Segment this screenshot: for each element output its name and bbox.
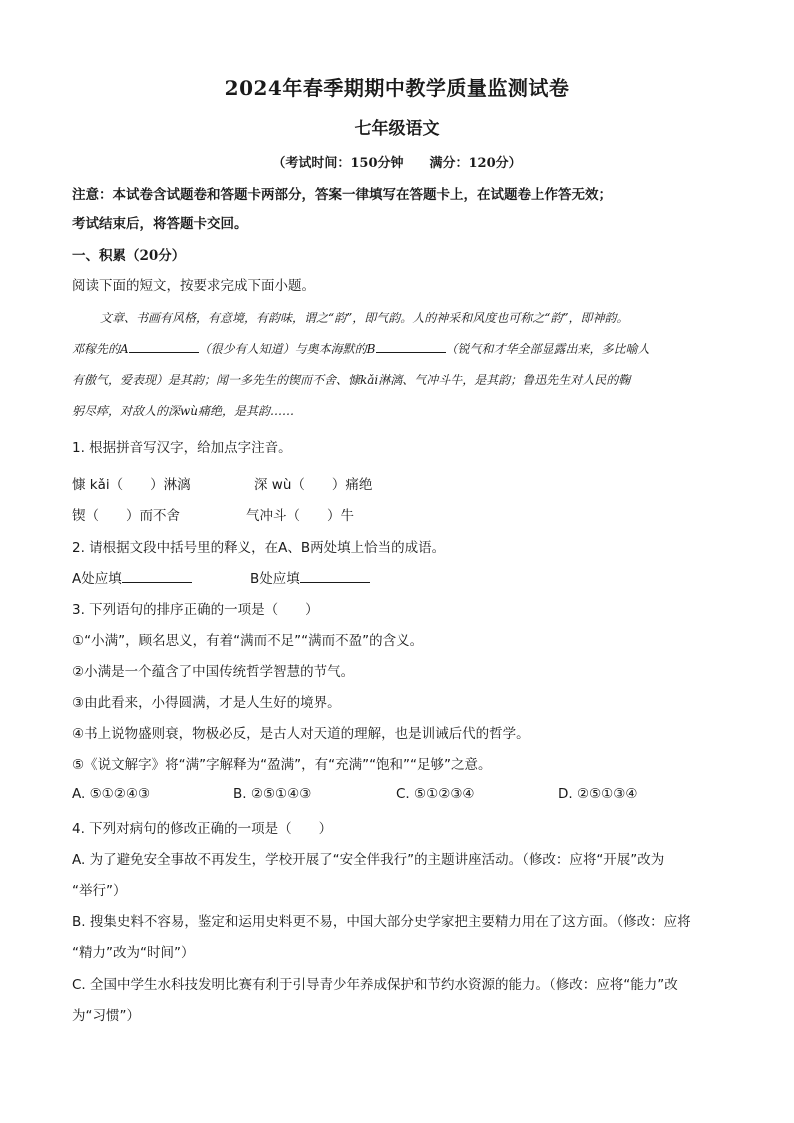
q1-item-4: 气冲斗（ ）牛	[246, 508, 354, 524]
grade-subject: 七年级语文	[354, 119, 440, 139]
passage-line-1: 文章、书画有风格，有意境，有韵味，谓之“韵”，即气韵。人的神采和风度也可称之“韵”，即神韵。	[100, 311, 629, 325]
blank-a[interactable]	[129, 340, 199, 353]
q3-option-b[interactable]: B. ②⑤①④③	[233, 786, 312, 802]
q3-sentence-5: ⑤《说文解字》将“满”字解释为“盈满”，有“充满”“饱和”“足够”之意。	[72, 757, 492, 773]
q2-answer-a	[72, 567, 192, 587]
q4-option-b-line-2: “精力”改为“时间”）	[72, 945, 195, 961]
section-intro: 阅读下面的短文，按要求完成下面小题。	[72, 278, 315, 294]
q1-item-3: 锲（ ）而不舍	[72, 508, 180, 524]
q3-sentence-1: ①“小满”，顾名思义，有着“满而不足”“满而不盈”的含义。	[72, 633, 424, 649]
passage-line-2b: （很少有人知道）与奥本海默的B	[198, 342, 376, 356]
q2-stem: 2. 请根据文段中括号里的释义，在A、B两处填上恰当的成语。	[72, 540, 446, 556]
q2-answer-b	[250, 567, 370, 587]
q2-b-label: B处应填	[250, 571, 300, 587]
q1-item-1: 慷 kǎi（ ）淋漓	[72, 477, 191, 493]
q2-blank-b[interactable]	[300, 570, 370, 583]
q4-option-c-line-2: 为“习惯”）	[72, 1008, 140, 1024]
q3-sentence-4: ④书上说物盛则衰，物极必反，是古人对天道的理解，也是训诫后代的哲学。	[72, 726, 530, 742]
q3-option-a[interactable]: A. ⑤①②④③	[72, 786, 151, 802]
q1-item-2: 深 wù（ ）痛绝	[254, 477, 373, 493]
passage-line-2c: （锐气和才华全部显露出来，多比喻人	[445, 342, 650, 356]
notice-line-1: 注意：本试卷含试题卷和答题卡两部分，答案一律填写在答题卡上，在试题卷上作答无效；	[72, 187, 612, 203]
q3-option-d[interactable]: D. ②⑤①③④	[558, 786, 638, 802]
q1-stem: 1. 根据拼音写汉字，给加点字注音。	[72, 440, 292, 456]
q4-stem: 4. 下列对病句的修改正确的一项是（ ）	[72, 821, 333, 837]
q4-option-a-line-2: “举行”）	[72, 883, 127, 899]
exam-meta: （考试时间：150分钟 满分：120分）	[272, 156, 522, 171]
q3-sentence-2: ②小满是一个蕴含了中国传统哲学智慧的节气。	[72, 664, 355, 680]
section-heading: 一、积累（20分）	[72, 248, 186, 264]
passage-line-3: 有傲气，爱表现）是其韵；闻一多先生的锲而不舍、慷kǎi淋漓、气冲斗牛，是其韵；鲁迅先生对人民的鞠	[72, 373, 631, 387]
q4-option-b-line-1[interactable]: B. 搜集史料不容易，鉴定和运用史料更不易，中国大部分史学家把主要精力用在了这方面。（修改：应将	[72, 914, 691, 930]
notice-line-2: 考试结束后，将答题卡交回。	[72, 216, 248, 232]
exam-title: 2024年春季期期中教学质量监测试卷	[224, 76, 570, 100]
q3-stem: 3. 下列语句的排序正确的一项是（ ）	[72, 602, 319, 618]
blank-b[interactable]	[376, 340, 446, 353]
q4-option-a-line-1[interactable]: A. 为了避免安全事故不再发生，学校开展了“安全伴我行”的主题讲座活动。（修改：应将“开展”改为	[72, 852, 665, 868]
passage-line-2	[72, 340, 650, 357]
q2-blank-a[interactable]	[122, 570, 192, 583]
q2-a-label: A处应填	[72, 571, 122, 587]
q3-sentence-3: ③由此看来，小得圆满，才是人生好的境界。	[72, 695, 341, 711]
passage-line-2a: 邓稼先的A	[72, 342, 129, 356]
q3-option-c[interactable]: C. ⑤①②③④	[396, 786, 475, 802]
q4-option-c-line-1[interactable]: C. 全国中学生水科技发明比赛有利于引导青少年养成保护和节约水资源的能力。（修改：应将“能力”改	[72, 977, 678, 993]
passage-line-4: 躬尽瘁，对敌人的深wù痛绝，是其韵……	[72, 404, 295, 418]
